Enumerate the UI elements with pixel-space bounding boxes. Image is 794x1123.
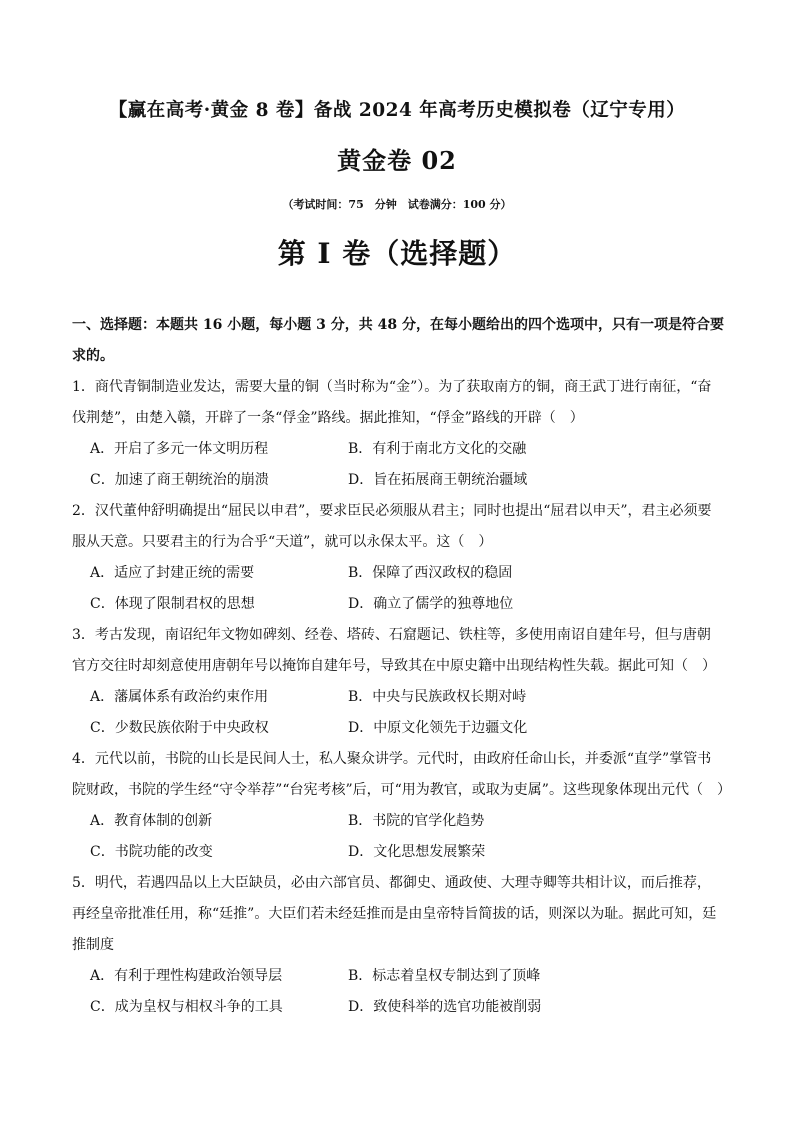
question-stem: 1．商代青铜制造业发达，需要大量的铜（当时称为“金”）。为了获取南方的铜，商王武丁进行南征，“奋伐荆楚”，由楚入赣，开辟了一条“俘金”路线。据此推知，“俘金”路线的开辟（ ） — [72, 379, 712, 426]
section-instructions: 一、选择题：本题共 16 小题，每小题 3 分，共 48 分，在每小题给出的四个选项中，只有一项是符合要求的。 — [72, 317, 724, 364]
option-d: D．致使科举的选官功能被削弱 — [348, 999, 542, 1015]
exam-series-title: 【赢在高考·黄金 8 卷】备战 2024 年高考历史模拟卷（辽宁专用） — [108, 100, 686, 121]
option-row — [72, 837, 724, 868]
question-stem: 3．考古发现，南诏纪年文物如碑刻、经卷、塔砖、石窟题记、铁柱等，多使用南诏自建年号，但与唐朝官方交往时却刻意使用唐朝年号以掩饰自建年号，导致其在中原史籍中出现结构性失载。据此可知（ ） — [72, 627, 716, 674]
option-row — [72, 713, 724, 744]
option-row — [72, 589, 724, 620]
option-d: D．文化思想发展繁荣 — [348, 844, 486, 860]
exam-info: （考试时间：75 分钟 试卷满分：100 分） — [282, 198, 512, 211]
question-stem: 5．明代，若遇四品以上大臣缺员，必由六部官员、都御史、通政使、大理寺卿等共相计议，而后推荐，再经皇帝批准任用，称“廷推”。大臣们若未经廷推而是由皇帝特旨简拔的话，则深以为耻。据此可知，廷推制度 — [72, 875, 717, 953]
option-row — [72, 961, 724, 992]
option-row — [72, 682, 724, 713]
option-a: A．开启了多元一体文明历程 — [90, 441, 269, 457]
option-b: B．中央与民族政权长期对峙 — [348, 689, 527, 705]
option-a: A．有利于理性构建政治领导层 — [90, 968, 283, 984]
option-row — [72, 806, 724, 837]
option-a: A．藩属体系有政治约束作用 — [90, 689, 269, 705]
question-list — [72, 310, 731, 1023]
option-b: B．标志着皇权专制达到了顶峰 — [348, 968, 541, 984]
option-c: C．体现了限制君权的思想 — [90, 596, 255, 612]
option-c: C．书院功能的改变 — [90, 844, 213, 860]
option-a: A．适应了封建正统的需要 — [90, 565, 255, 581]
question-stem: 2．汉代董仲舒明确提出“屈民以申君”，要求臣民必须服从君主；同时也提出“屈君以申天”，君主必须要服从天意。只要君主的行为合乎“天道”，就可以永保太平。这（ ） — [72, 503, 712, 550]
option-d: D．中原文化领先于边疆文化 — [348, 720, 528, 736]
option-row — [72, 558, 724, 589]
option-a: A．教育体制的创新 — [90, 813, 213, 829]
option-c: C．成为皇权与相权斗争的工具 — [90, 999, 283, 1015]
section-title: 第 I 卷（选择题） — [277, 237, 517, 270]
paper-name: 黄金卷 02 — [337, 146, 457, 175]
option-row — [72, 992, 724, 1023]
option-row — [72, 465, 724, 496]
option-b: B．保障了西汉政权的稳固 — [348, 565, 513, 581]
question-stem: 4．元代以前，书院的山长是民间人士，私人聚众讲学。元代时，由政府任命山长，并委派“直学”掌管书院财政，书院的学生经“守令举荐”“台宪考核”后，可“用为教官，或取为吏属”。这些现象体现出元代（ ） — [72, 751, 731, 798]
option-d: D．旨在拓展商王朝统治疆域 — [348, 472, 528, 488]
option-c: C．加速了商王朝统治的崩溃 — [90, 472, 269, 488]
option-c: C．少数民族依附于中央政权 — [90, 720, 269, 736]
option-b: B．书院的官学化趋势 — [348, 813, 485, 829]
option-b: B．有利于南北方文化的交融 — [348, 441, 527, 457]
option-d: D．确立了儒学的独尊地位 — [348, 596, 514, 612]
option-row — [72, 434, 724, 465]
